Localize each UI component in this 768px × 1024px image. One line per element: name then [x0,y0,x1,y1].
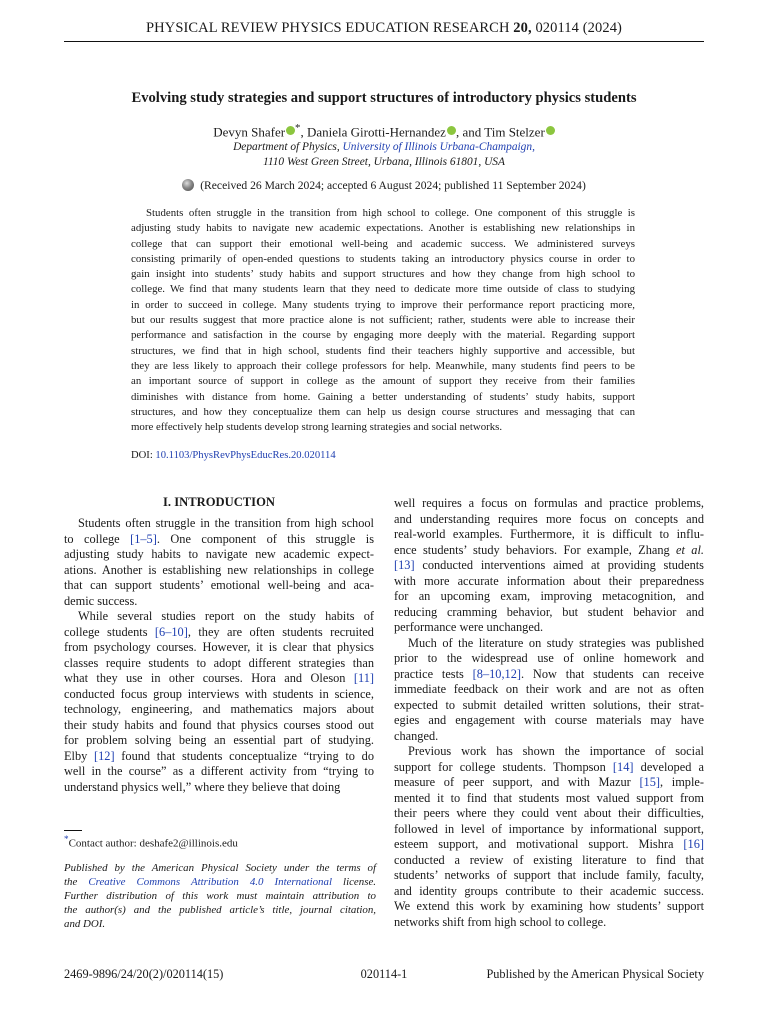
corresponding-author-mark[interactable]: * [295,122,301,134]
citation-link[interactable]: [13] [394,558,415,572]
orcid-icon[interactable] [286,126,295,135]
abstract-line: but our results suggest that more practice alone is not sufficient; rather, students were able to increase their [131,314,635,327]
doi-label: DOI: [131,450,156,461]
citation-link[interactable]: [14] [612,759,634,774]
abstract-line: college that can support their emotional well-being and academic success. We administered surveys [131,237,635,250]
text-line: expected to submit detailed written solutions, their strat- [394,697,704,712]
abstract-line: consisting primarily of open-ended questions to students taking an introductory physics course in order to [131,252,635,265]
abstract-line: structures, and how they conceptualize them can help us design course structures and messaging that can [131,405,635,418]
orcid-icon[interactable] [546,126,555,135]
page-number: 020114-1 [360,967,408,981]
abstract-line: Students often struggle in the transition from high school to college. One component of this struggle is [146,207,635,219]
text-line: adjusting study habits to navigate new academic expect- [64,547,374,561]
citation-link[interactable]: [6–10] [154,624,188,639]
check-for-updates-icon[interactable] [182,179,194,191]
text-line: networks shift from high school to college. [394,914,607,929]
issn: 2469-9896/24/20(2)/020114(15) [64,967,224,981]
citation-link[interactable]: [16] [683,837,704,851]
text-line: Students often struggle in the transition from high school [78,516,374,530]
section-heading: I. INTRODUCTION [163,495,275,509]
footnote-text: Contact author: deshafe2@illinois.edu [68,837,238,850]
text-line: changed. [394,728,439,743]
citation-link[interactable]: [12] [94,748,115,763]
author-name[interactable]: Tim Stelzer [484,124,545,140]
text-line: measure of peer support, and with Mazur [15], imple- [394,775,704,789]
citation-link[interactable]: [11] [353,671,374,685]
license-line: Further distribution of this work must maintain attribution to [64,889,376,902]
abstract-line: an important source of support in college as the amount of support they receive from their families [131,375,635,388]
text-line: conducted a review of existing literature to find that [394,852,704,867]
text-line: support for college students. Thompson [14] developed a [394,759,704,774]
abstract-line: structures, we find that in high school, students find their teachers highly supportive and accessible, but [131,344,635,357]
text-line: to college [1–5]. One component of this struggle is [64,531,374,546]
license-line: Published by the American Physical Society under the terms of [64,862,376,874]
abstract [131,206,635,435]
orcid-icon[interactable] [447,126,456,135]
abstract-line: college. We find that many students learn that they need to dedicate more time outside of class to studying [131,283,635,296]
text-line: from psychology courses. However, it is clear that physics [64,640,374,654]
text-line: demic success. [64,593,138,608]
text-line: prior to the widespread use of online homework and [394,651,704,665]
abstract-line: in order to succeed in college. Many students trying to improve their performance report practicing more, [131,298,635,311]
footnote-mark[interactable]: * [64,834,69,844]
citation-link[interactable]: [8–10,12] [472,666,522,681]
text-line: practice tests [8–10,12]. Now that students can receive [394,666,704,681]
text-line: understand physics well,” where they believe that doing [64,779,341,794]
text-line: We extend this work by examining how students’ support [394,899,704,913]
text-line: followed in level of importance by informational support, [394,821,704,836]
footnote [64,834,374,850]
abstract-line: gain insight into students’ study habits and support structures and how they change from high school to [131,268,635,281]
author-name[interactable]: Devyn Shafer [213,124,286,140]
text-line: performance were unchanged. [394,620,544,634]
publisher-line: Published by the American Physical Society [486,967,704,981]
license-line: the Creative Commons Attribution 4.0 International license. [64,875,377,888]
abstract-line: diminishes with distance from home. Gaining a better understanding of students’ study habits, support [131,390,635,403]
text-line: ations. Another is establishing new relationships in college [64,562,374,577]
text-line: that can support students’ emotional well-being and aca- [64,578,374,592]
text-line: college students [6–10], they are often students recruited [64,624,374,639]
publication-dates [64,179,704,192]
affiliation [64,141,704,153]
text-line: reducing cramming behavior, but student behavior and [394,604,704,619]
journal-name: PHYSICAL REVIEW PHYSICS EDUCATION RESEARCH [146,20,510,36]
text-line: well requires a focus on formulas and practice problems, [394,496,704,510]
citation-link[interactable]: [15] [639,775,661,789]
affiliation-address: 1110 West Green Street, Urbana, Illinois 61801, USA [263,156,505,168]
text-line: immediate feedback on their work and are not as often [394,682,704,696]
left-column [64,516,374,795]
paper-title: Evolving study strategies and support structures of introductory physics students [131,90,637,106]
text-line: Elby [12] found that students conceptualize “trying to do [64,748,374,763]
text-line: with more accurate information about their preparedness [394,573,704,588]
university-link[interactable]: University of Illinois Urbana-Champaign, [342,141,535,153]
text-line: what they use in other courses. Hora and Oleson [11] [64,671,374,685]
text-line: for problem solving being an essential part of studying. [64,733,374,747]
license-line: the author(s) and the published article’s title, journal citation, [64,903,376,916]
abstract-line: more effectively help students develop strong learning strategies and social networks. [131,421,503,434]
abstract-line: performance and satisfaction in the course by engaging more deeply with the material. Regarding support [131,329,635,342]
license-line: and DOI. [64,917,106,930]
text-line: [13] conducted interventions aimed at providing students [394,558,704,572]
text-line: and understanding requires more focus on concepts and [394,511,704,526]
text-line: real-world examples. Furthermore, it is difficult to influ- [394,527,704,541]
department: Department of Physics, [233,141,343,153]
author-separator: , and [455,124,485,140]
right-column [394,496,704,930]
journal-volume: 20, [513,20,532,36]
text-line: their study habits and found that physics courses stood out [64,717,374,732]
text-line: and identity groups contribute to their academic success. [394,883,704,898]
footnote-rule [64,830,82,831]
text-line: While several studies report on the study habits of [78,609,374,623]
text-line: students’ networks of support that include family, faculty, [394,868,704,882]
text-line: their peers where they could vent about their difficulties, [394,806,704,820]
journal-header [64,20,704,37]
doi-link[interactable]: 10.1103/PhysRevPhysEducRes.20.020114 [155,450,336,461]
header-rule [64,41,704,42]
text-line: Previous work has shown the importance of social [408,744,704,758]
text-line: conducted focus group interviews with students in science, [64,686,374,701]
dates-text: (Received 26 March 2024; accepted 6 August 2024; published 11 September 2024) [200,179,586,192]
abstract-line: adjusting study habits to navigate new academic expectations. Another is establishing new relationships in [131,222,635,235]
text-line: Much of the literature on study strategies was published [408,635,704,650]
article-number: 020114 (2024) [535,20,622,36]
text-line: mented it to find that students most valued support from [394,790,704,805]
author-name[interactable]: Daniela Girotti-Hernandez [306,124,446,140]
text-line: for an upcoming exam, improving metacognition, and [394,589,704,603]
doi [131,450,336,461]
author-list [64,122,704,140]
text-line: ence students’ study behaviors. For example, Zhang et al. [394,542,704,557]
license-notice [64,862,376,931]
author-separator: , [300,124,307,140]
text-line: egies and engagement with course materials may have [394,713,704,727]
abstract-line: they are less likely to approach their college professors for help. Meanwhile, many students find peers to be [131,359,635,372]
text-line: well in the course” as a different activity from “trying to [64,764,374,778]
text-line: esteem support, and motivational support. Mishra [16] [394,837,704,851]
text-line: technology, engineering, and mathematics majors about [64,702,374,716]
text-line: classes require students to adopt different strategies than [64,655,374,670]
citation-link[interactable]: [1–5] [130,531,157,546]
license-link[interactable]: Creative Commons Attribution 4.0 International [88,875,332,888]
